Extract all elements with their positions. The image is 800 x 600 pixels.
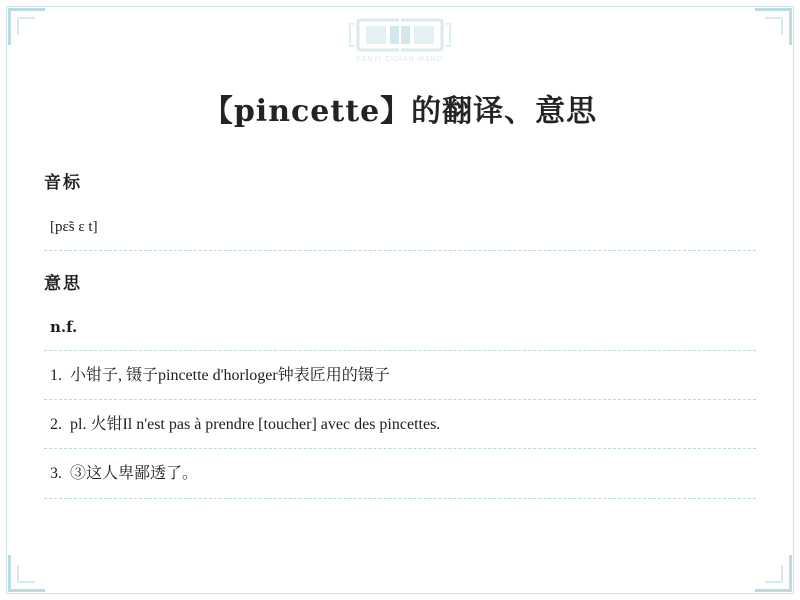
list-item: [44, 449, 756, 497]
list-item: [44, 351, 756, 399]
page-title-text: 【pincette】的翻译、意思: [202, 94, 598, 129]
definition-number: 3.: [50, 465, 62, 483]
corner-ornament-bottom-right: [755, 555, 792, 592]
phonetic-heading: 音标: [44, 173, 82, 193]
definition-list: [44, 351, 756, 499]
definition-text: pl. 火钳Il n'est pas à prendre [toucher] avec des pincettes.: [70, 416, 441, 434]
corner-ornament-inner: [765, 565, 783, 583]
page-title: [0, 86, 800, 130]
corner-ornament-bottom-left: [8, 555, 45, 592]
site-logo[interactable]: [0, 14, 800, 75]
corner-ornament-inner: [17, 565, 35, 583]
entry-content: [44, 168, 756, 499]
part-of-speech: n.f.: [50, 318, 78, 336]
book-logo-svg: [344, 14, 456, 58]
definition-number: 1.: [50, 367, 62, 384]
definition-text: ③这人卑鄙透了。: [70, 465, 199, 483]
list-item: [44, 400, 756, 448]
meaning-heading: 意思: [44, 274, 82, 294]
divider: [44, 498, 756, 499]
logo-subtitle: FANYI CIDIAN WANG: [356, 56, 444, 63]
definition-text: 小钳子, 镊子pincette d'horloger钟表匠用的镊子: [70, 367, 390, 384]
definition-number: 2.: [50, 416, 62, 434]
section-spacer: [44, 251, 756, 269]
phonetic-value: [pɛ̃s ɛ t]: [50, 219, 98, 235]
book-logo-icon: [344, 14, 456, 70]
